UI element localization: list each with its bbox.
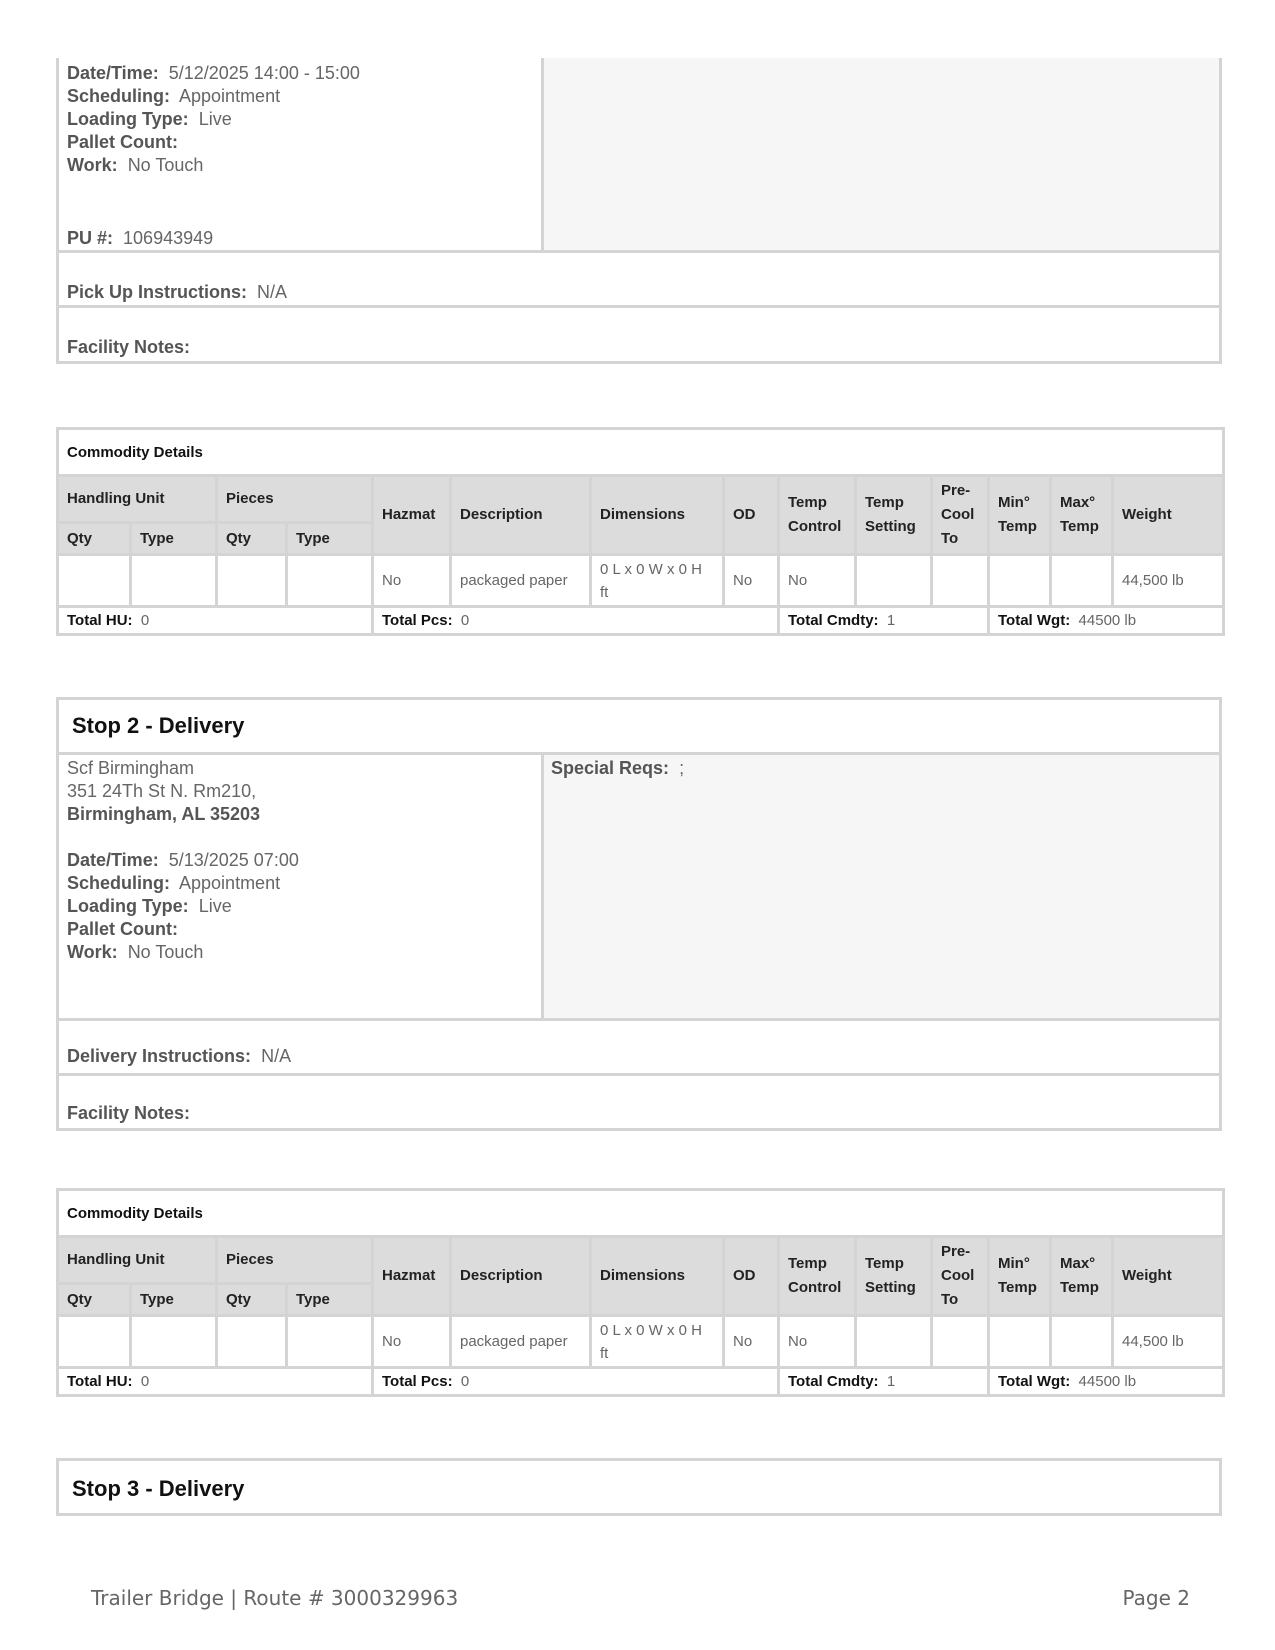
header-precool: Pre-Cool To [932, 476, 989, 555]
cell-pc-qty [217, 1316, 287, 1368]
total-cmdty: Total Cmdty: 1 [779, 607, 989, 635]
delivery-instructions-row: Delivery Instructions: N/A [67, 1046, 292, 1066]
cell-max-temp [1051, 555, 1113, 607]
cell-description: packaged paper [451, 555, 591, 607]
header-hu-qty: Qty [58, 523, 131, 555]
header-weight: Weight [1113, 476, 1224, 555]
totals-row [58, 1368, 1224, 1396]
datetime-row: Date/Time: 5/12/2025 14:00 - 15:00 [67, 63, 360, 83]
commodity-table [56, 427, 1225, 636]
cell-weight: 44,500 lb [1113, 555, 1224, 607]
header-min-temp: Min° Temp [989, 1237, 1051, 1316]
total-cmdty: Total Cmdty: 1 [779, 1368, 989, 1396]
header-temp-setting: Temp Setting [856, 476, 932, 555]
pickup-instructions-row: Pick Up Instructions: N/A [67, 282, 288, 302]
header-precool: Pre-Cool To [932, 1237, 989, 1316]
cell-hu-type [131, 1316, 217, 1368]
work-row: Work: No Touch [67, 155, 204, 175]
header-description: Description [451, 476, 591, 555]
pu-number-row: PU #: 106943949 [67, 228, 214, 248]
loading-type-row: Loading Type: Live [67, 896, 232, 916]
stop2-special-panel [544, 755, 1219, 1018]
header-handling-unit: Handling Unit [58, 476, 217, 523]
total-wgt: Total Wgt: 44500 lb [989, 1368, 1224, 1396]
cell-min-temp [989, 555, 1051, 607]
special-reqs-row: Special Reqs: ; [551, 758, 685, 778]
divider [541, 58, 544, 252]
cell-dimensions: 0 L x 0 W x 0 H ft [591, 555, 724, 607]
footer-route: Trailer Bridge | Route # 3000329963 [91, 1586, 459, 1610]
totals-row [58, 607, 1224, 635]
header-max-temp: Max° Temp [1051, 476, 1113, 555]
header-dimensions: Dimensions [591, 1237, 724, 1316]
cell-od: No [724, 1316, 779, 1368]
facility-notes-row: Facility Notes: [67, 337, 191, 357]
header-pieces: Pieces [217, 1237, 373, 1284]
commodity-caption: Commodity Details [58, 1190, 1224, 1237]
scheduling-row: Scheduling: Appointment [67, 873, 281, 893]
cell-hu-qty [58, 1316, 131, 1368]
stop1-special-panel [544, 58, 1219, 250]
facility-city: Birmingham, AL 35203 [67, 804, 261, 824]
header-hu-qty: Qty [58, 1284, 131, 1316]
header-hu-type: Type [131, 1284, 217, 1316]
header-pieces: Pieces [217, 476, 373, 523]
datetime-row: Date/Time: 5/13/2025 07:00 [67, 850, 299, 870]
header-od: OD [724, 1237, 779, 1316]
pallet-count-row: Pallet Count: [67, 132, 178, 152]
header-description: Description [451, 1237, 591, 1316]
total-hu: Total HU: 0 [58, 1368, 373, 1396]
cell-max-temp [1051, 1316, 1113, 1368]
header-pc-qty: Qty [217, 523, 287, 555]
footer-page-number: Page 2 [1122, 1586, 1190, 1610]
header-temp-control: Temp Control [779, 476, 856, 555]
stop1-details [67, 62, 360, 177]
cell-temp-control: No [779, 555, 856, 607]
cell-pc-type [287, 555, 373, 607]
cell-temp-control: No [779, 1316, 856, 1368]
header-dimensions: Dimensions [591, 476, 724, 555]
header-pc-type: Type [287, 1284, 373, 1316]
commodity-caption: Commodity Details [58, 429, 1224, 476]
table-row [58, 1316, 1224, 1368]
cell-precool [932, 555, 989, 607]
divider [541, 755, 544, 1020]
cell-min-temp [989, 1316, 1051, 1368]
header-pc-qty: Qty [217, 1284, 287, 1316]
stop2-details [67, 757, 299, 964]
facility-notes-row: Facility Notes: [67, 1103, 191, 1123]
cell-temp-setting [856, 555, 932, 607]
header-hazmat: Hazmat [373, 476, 451, 555]
cell-dimensions: 0 L x 0 W x 0 H ft [591, 1316, 724, 1368]
header-min-temp: Min° Temp [989, 476, 1051, 555]
header-temp-setting: Temp Setting [856, 1237, 932, 1316]
commodity-table [56, 1188, 1225, 1397]
header-max-temp: Max° Temp [1051, 1237, 1113, 1316]
loading-type-row: Loading Type: Live [67, 109, 232, 129]
pallet-count-row: Pallet Count: [67, 919, 178, 939]
divider [56, 1073, 1222, 1076]
cell-weight: 44,500 lb [1113, 1316, 1224, 1368]
divider [56, 1018, 1222, 1021]
total-pcs: Total Pcs: 0 [373, 607, 779, 635]
header-temp-control: Temp Control [779, 1237, 856, 1316]
cell-precool [932, 1316, 989, 1368]
divider [56, 305, 1222, 308]
cell-description: packaged paper [451, 1316, 591, 1368]
cell-pc-qty [217, 555, 287, 607]
work-row: Work: No Touch [67, 942, 204, 962]
header-handling-unit: Handling Unit [58, 1237, 217, 1284]
total-wgt: Total Wgt: 44500 lb [989, 607, 1224, 635]
header-hazmat: Hazmat [373, 1237, 451, 1316]
header-hu-type: Type [131, 523, 217, 555]
facility-name: Scf Birmingham [67, 758, 195, 778]
total-pcs: Total Pcs: 0 [373, 1368, 779, 1396]
scheduling-row: Scheduling: Appointment [67, 86, 281, 106]
cell-pc-type [287, 1316, 373, 1368]
total-hu: Total HU: 0 [58, 607, 373, 635]
stop3-title: Stop 3 - Delivery [72, 1476, 245, 1501]
cell-hu-qty [58, 555, 131, 607]
cell-hu-type [131, 555, 217, 607]
header-od: OD [724, 476, 779, 555]
cell-hazmat: No [373, 555, 451, 607]
header-pc-type: Type [287, 523, 373, 555]
cell-temp-setting [856, 1316, 932, 1368]
cell-hazmat: No [373, 1316, 451, 1368]
facility-address: 351 24Th St N. Rm210, [67, 781, 257, 801]
cell-od: No [724, 555, 779, 607]
table-row [58, 555, 1224, 607]
divider [56, 250, 1222, 253]
stop2-title: Stop 2 - Delivery [72, 713, 245, 738]
header-weight: Weight [1113, 1237, 1224, 1316]
